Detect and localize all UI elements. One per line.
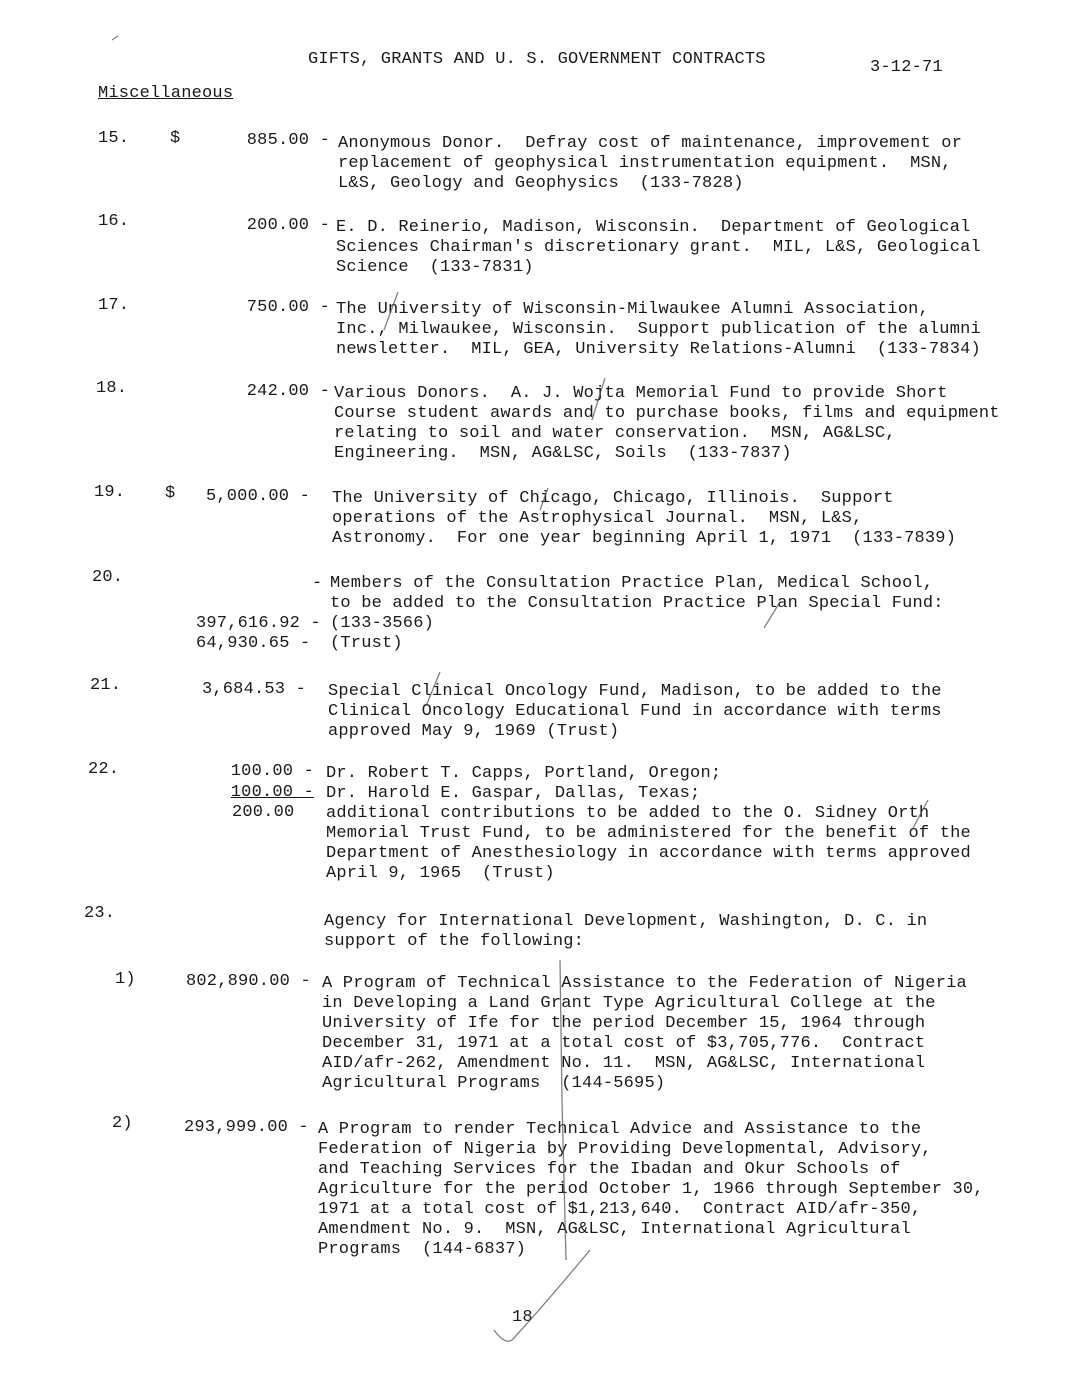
page-number: 18 bbox=[512, 1308, 533, 1327]
item-number: 18. bbox=[96, 379, 128, 398]
description-line: A Program to render Technical Advice and Assistance to the bbox=[318, 1120, 922, 1139]
item-amount: 802,890.00 - bbox=[186, 972, 311, 991]
item-description bbox=[336, 218, 981, 278]
description-line: A Program of Technical Assistance to the Federation of Nigeria bbox=[322, 974, 967, 993]
item-number: 21. bbox=[90, 676, 122, 695]
item-amount: 242.00 - bbox=[246, 382, 330, 401]
item-description bbox=[338, 134, 962, 194]
item-description bbox=[324, 912, 927, 952]
item-total: 200.00 bbox=[232, 803, 295, 822]
description-line: Sciences Chairman's discretionary grant. MIL, L&S, Geological bbox=[336, 238, 981, 257]
item-description bbox=[322, 974, 967, 1094]
stray-mark bbox=[112, 36, 118, 40]
sub-description: (Trust) bbox=[330, 634, 403, 653]
currency-symbol: $ bbox=[165, 484, 176, 503]
description-line: Amendment No. 9. MSN, AG&LSC, International Agricultural bbox=[318, 1220, 911, 1239]
item-number: 23. bbox=[84, 904, 116, 923]
description-line: The University of Wisconsin-Milwaukee Alumni Association, bbox=[336, 300, 929, 319]
description-line: L&S, Geology and Geophysics (133-7828) bbox=[338, 174, 744, 193]
description-line: Course student awards and to purchase books, films and equipment bbox=[334, 404, 1000, 423]
item-number: 20. bbox=[92, 568, 124, 587]
description-line: approved May 9, 1969 (Trust) bbox=[328, 722, 620, 741]
item-amount: 200.00 - bbox=[246, 216, 330, 235]
description-line: and Teaching Services for the Ibadan and Okur Schools of bbox=[318, 1160, 901, 1179]
description-line: E. D. Reinerio, Madison, Wisconsin. Department of Geological bbox=[336, 218, 971, 237]
item-description bbox=[318, 1120, 984, 1260]
item-amount: 100.00 - bbox=[230, 762, 314, 781]
description-line: AID/afr-262, Amendment No. 11. MSN, AG&LSC, International bbox=[322, 1054, 926, 1073]
item-amount: 5,000.00 - bbox=[205, 487, 310, 506]
description-line: Various Donors. A. J. Wojta Memorial Fund to provide Short bbox=[334, 384, 948, 403]
description-line: December 31, 1971 at a total cost of $3,705,776. Contract bbox=[322, 1034, 926, 1053]
item-number: 15. bbox=[98, 129, 130, 148]
sub-amount: 397,616.92 - bbox=[196, 614, 321, 633]
document-title: GIFTS, GRANTS AND U. S. GOVERNMENT CONTRACTS bbox=[308, 50, 766, 69]
item-description bbox=[326, 764, 971, 884]
item-amount: 100.00 - bbox=[230, 783, 314, 802]
description-line: Members of the Consultation Practice Plan, Medical School, bbox=[330, 574, 934, 593]
item-amount: 3,684.53 - bbox=[201, 680, 306, 699]
sub-description: (133-3566) bbox=[330, 614, 435, 633]
description-line: Anonymous Donor. Defray cost of maintenance, improvement or bbox=[338, 134, 963, 153]
item-description bbox=[336, 300, 981, 360]
item-number: 22. bbox=[88, 760, 120, 779]
description-line: Department of Anesthesiology in accordance with terms approved bbox=[326, 844, 971, 863]
item-amount: 750.00 - bbox=[246, 298, 330, 317]
description-line: newsletter. MIL, GEA, University Relations-Alumni (133-7834) bbox=[336, 340, 981, 359]
description-line: Engineering. MSN, AG&LSC, Soils (133-7837) bbox=[334, 444, 792, 463]
currency-symbol: $ bbox=[170, 129, 181, 148]
item-amount: 293,999.00 - bbox=[184, 1118, 309, 1137]
section-heading: Miscellaneous bbox=[98, 84, 234, 103]
description-line: Dr. Harold E. Gaspar, Dallas, Texas; bbox=[326, 784, 701, 803]
description-line: University of Ife for the period December 15, 1964 through bbox=[322, 1014, 926, 1033]
description-line: Federation of Nigeria by Providing Developmental, Advisory, bbox=[318, 1140, 932, 1159]
description-line: relating to soil and water conservation. MSN, AG&LSC, bbox=[334, 424, 896, 443]
sub-item-number: 1) bbox=[115, 970, 136, 989]
description-line: Memorial Trust Fund, to be administered for the benefit of the bbox=[326, 824, 971, 843]
description-line: Clinical Oncology Educational Fund in accordance with terms bbox=[328, 702, 942, 721]
check-mark bbox=[494, 1250, 590, 1341]
description-line: April 9, 1965 (Trust) bbox=[326, 864, 555, 883]
description-line: additional contributions to be added to the O. Sidney Orth bbox=[326, 804, 930, 823]
description-line: The University of Chicago, Chicago, Illinois. Support bbox=[332, 489, 894, 508]
sub-item-number: 2) bbox=[112, 1114, 133, 1133]
item-amount: 885.00 - bbox=[246, 131, 330, 150]
description-line: 1971 at a total cost of $1,213,640. Contract AID/afr-350, bbox=[318, 1200, 922, 1219]
description-line: operations of the Astrophysical Journal. MSN, L&S, bbox=[332, 509, 863, 528]
description-line: Science (133-7831) bbox=[336, 258, 534, 277]
document-date: 3-12-71 bbox=[870, 58, 943, 77]
item-dash: - bbox=[312, 574, 323, 593]
sub-amount: 64,930.65 - bbox=[196, 634, 311, 653]
item-description bbox=[332, 489, 956, 549]
item-number: 16. bbox=[98, 212, 130, 231]
description-line: Agricultural Programs (144-5695) bbox=[322, 1074, 666, 1093]
item-number: 17. bbox=[98, 296, 130, 315]
item-description bbox=[334, 384, 1000, 464]
description-line: Agency for International Development, Washington, D. C. in bbox=[324, 912, 928, 931]
description-line: in Developing a Land Grant Type Agricultural College at the bbox=[322, 994, 936, 1013]
item-description bbox=[330, 574, 944, 614]
description-line: replacement of geophysical instrumentation equipment. MSN, bbox=[338, 154, 952, 173]
description-line: Dr. Robert T. Capps, Portland, Oregon; bbox=[326, 764, 722, 783]
description-line: Agriculture for the period October 1, 1966 through September 30, bbox=[318, 1180, 984, 1199]
item-description bbox=[328, 682, 942, 742]
description-line: Special Clinical Oncology Fund, Madison, to be added to the bbox=[328, 682, 942, 701]
item-number: 19. bbox=[94, 483, 126, 502]
description-line: support of the following: bbox=[324, 932, 585, 951]
description-line: to be added to the Consultation Practice Plan Special Fund: bbox=[330, 594, 944, 613]
description-line: Astronomy. For one year beginning April 1, 1971 (133-7839) bbox=[332, 529, 957, 548]
description-line: Programs (144-6837) bbox=[318, 1240, 527, 1259]
description-line: Inc., Milwaukee, Wisconsin. Support publication of the alumni bbox=[336, 320, 981, 339]
